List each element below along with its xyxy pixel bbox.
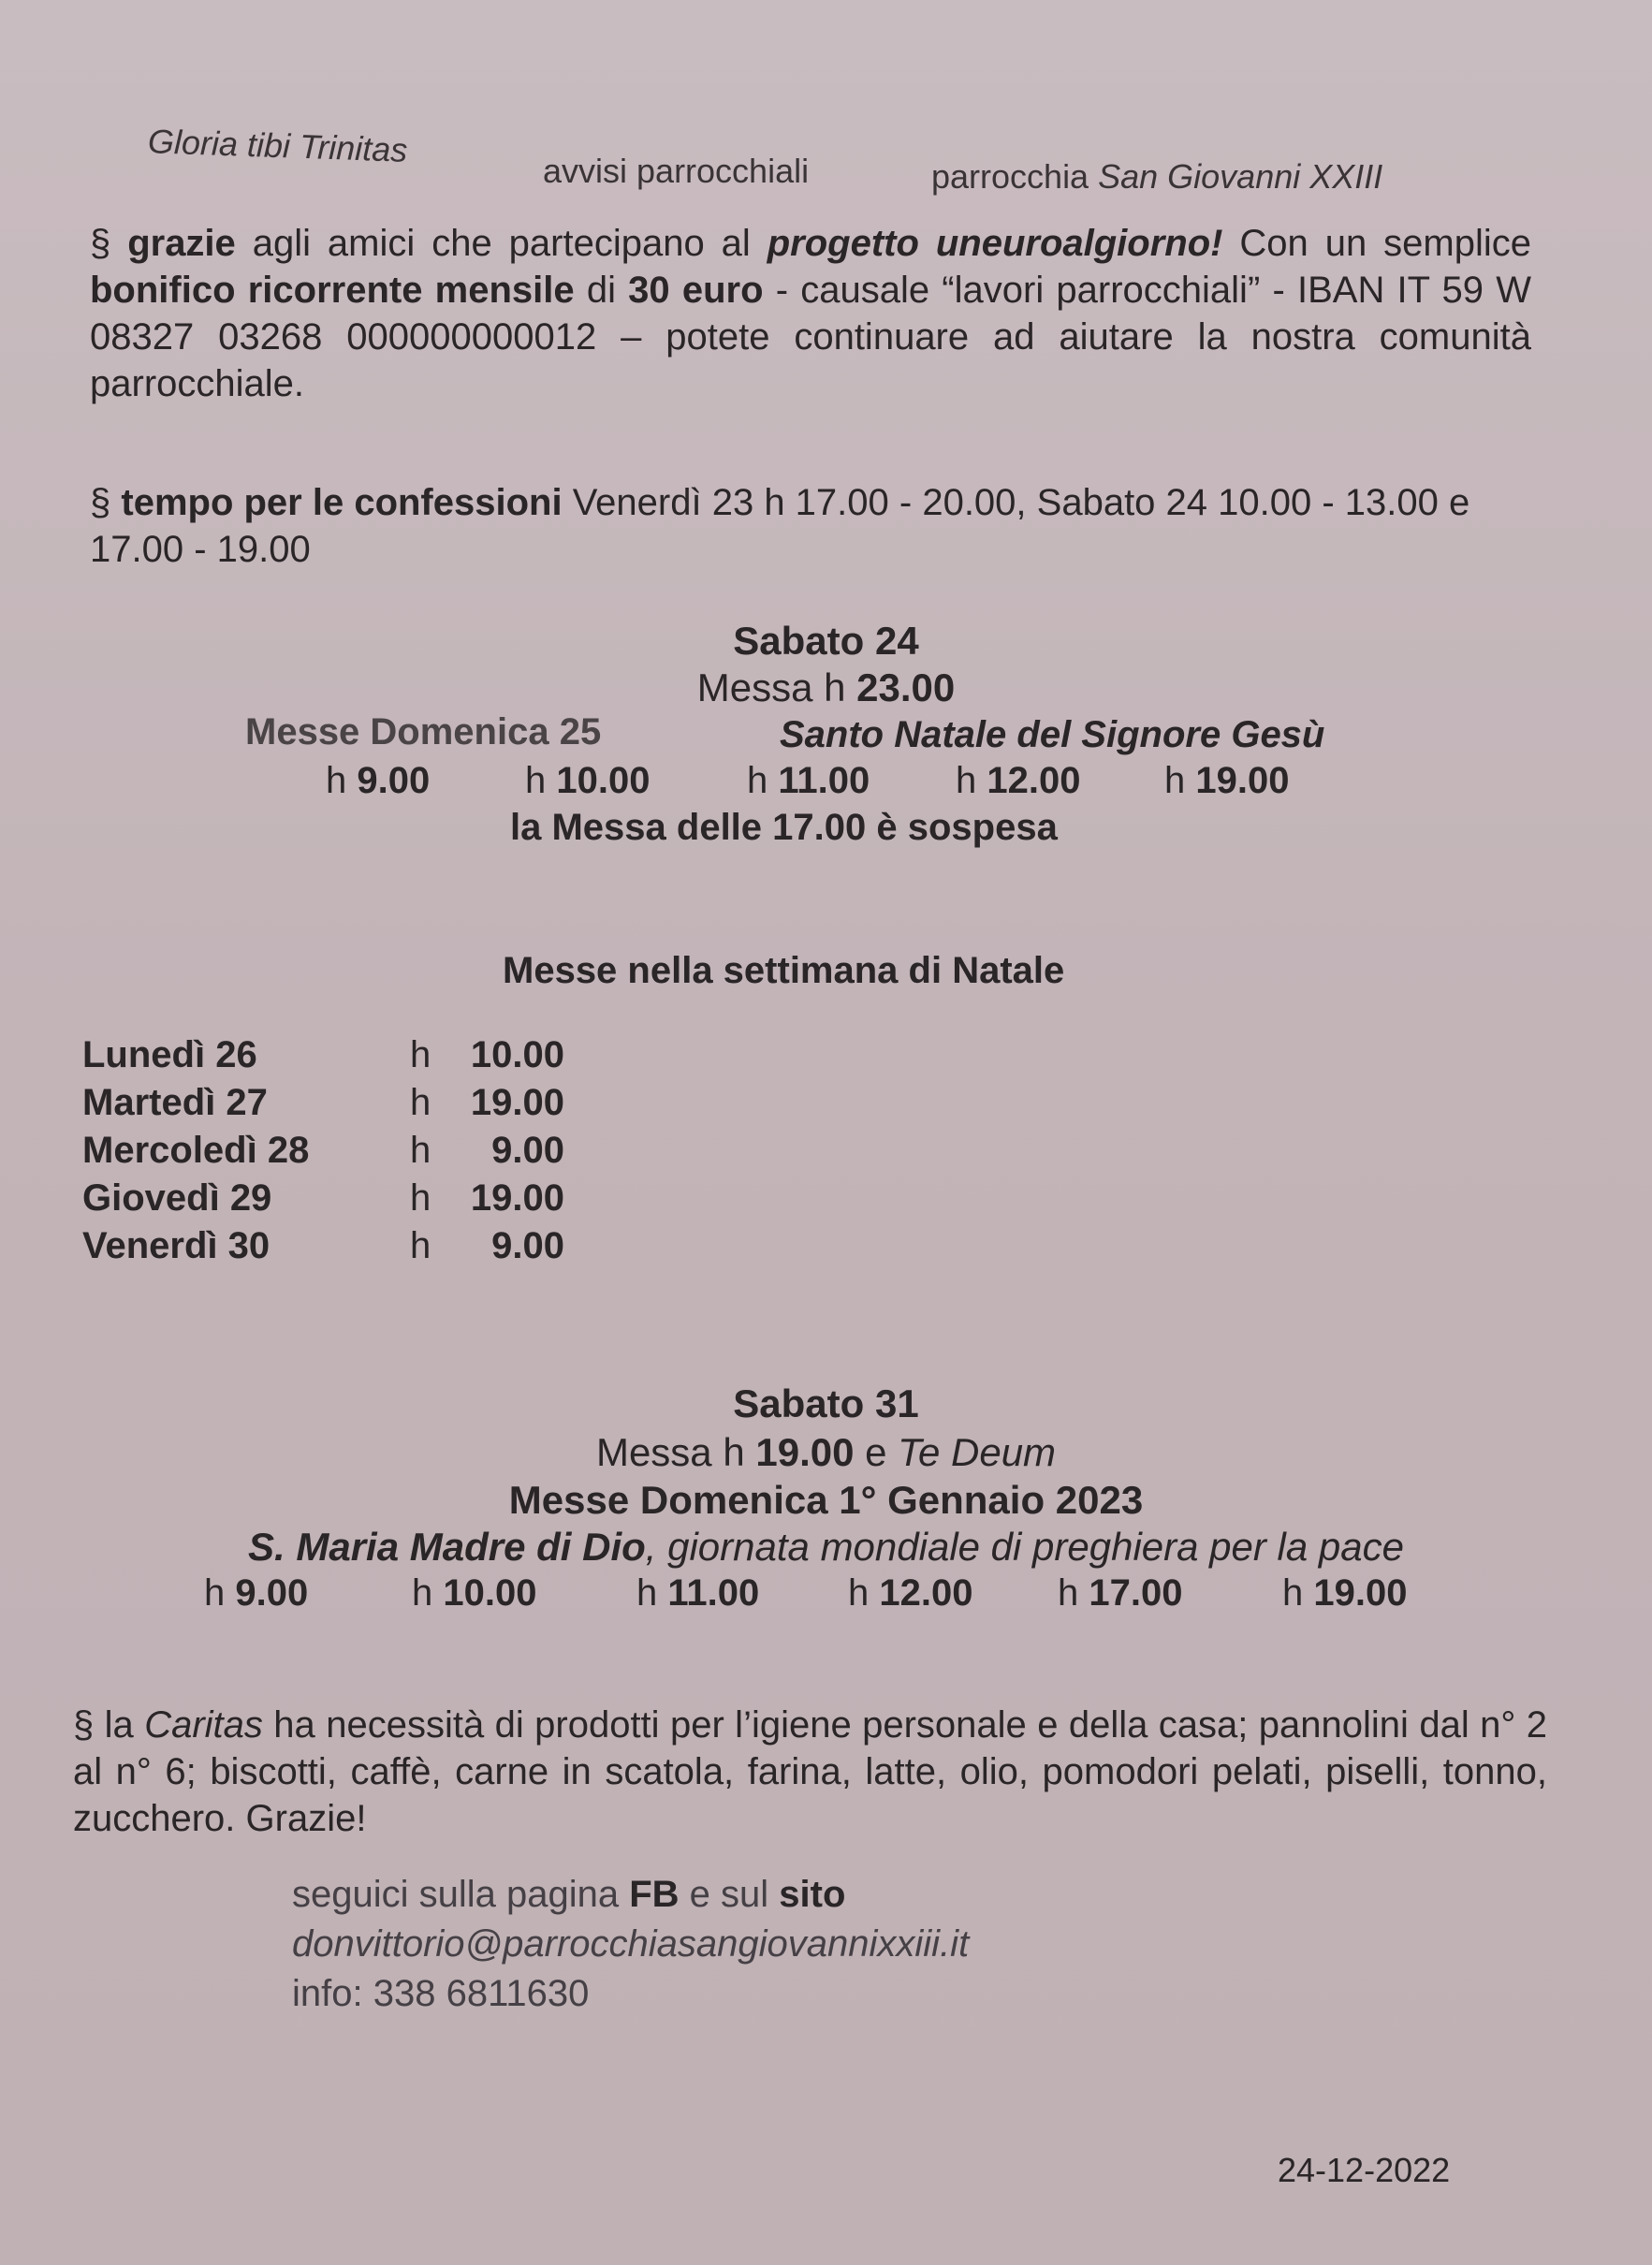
grazie-paragraph: § grazie agli amici che partecipano al progetto uneuroalgiorno! Con un semplice bonifico ricorrente mensile di 30 euro - causale “lavori parrocchiali” - IBAN IT 59 W 08327 03268 000000000012 – potete continuare ad aiutare la nostra comunità parrocchiale. (90, 223, 1531, 404)
caritas-paragraph: § la Caritas ha necessità di prodotti per l’igiene personale e della casa; pannolini dal n° 2 al n° 6; biscotti, caffè, carne in scatola, farina, latte, olio, pomodori pelati, piselli, tonno, zucchero. Grazie! (73, 1704, 1548, 1839)
christmas-vigil-mass: Messa h 23.00 (696, 665, 956, 709)
notice-date: 24-12-2022 (1278, 2151, 1451, 2189)
contact-block (292, 1870, 969, 2019)
christmas-note: la Messa delle 17.00 è sospesa (510, 807, 1058, 848)
week-row: Venerdì 30 h 9.00 (82, 1225, 564, 1266)
contact-email: donvittorio@parrocchiasangiovannixxiii.it (292, 1923, 970, 1965)
mass-time: h 12.00 (956, 760, 1081, 801)
project-name: progetto uneuroalgiorno! (767, 223, 1223, 264)
confessioni-lead: tempo per le confessioni (121, 482, 563, 523)
newyear-domenica: Messe Domenica 1° Gennaio 2023 (508, 1478, 1144, 1522)
week-title: Messe nella settimana di Natale (503, 950, 1065, 991)
christmas-sabato: Sabato 24 (733, 619, 919, 663)
donation-amount: 30 euro (628, 270, 764, 311)
header-title: avvisi parrocchiali (543, 152, 810, 190)
mass-time: h 10.00 (525, 760, 651, 801)
christmas-feast: Santo Natale del Signore Gesù (780, 714, 1325, 755)
header-parish: parrocchia San Giovanni XXIII (931, 157, 1383, 196)
mass-time: h 17.00 (1058, 1572, 1183, 1614)
week-row: Lunedì 26 h 10.00 (82, 1034, 564, 1075)
confessioni-paragraph: § tempo per le confessioni Venerdì 23 h 17.00 - 20.00, Sabato 24 10.00 - 13.00 e 17.00 - 19.00 (90, 482, 1470, 570)
newyear-feast: S. Maria Madre di Dio, giornata mondiale di preghiera per la pace (248, 1525, 1404, 1569)
mass-time: h 9.00 (204, 1572, 309, 1614)
newyear-mass-times (204, 1572, 1407, 1615)
header-motto: Gloria tibi Trinitas (147, 122, 409, 169)
christmas-mass-times (326, 760, 1289, 802)
week-row: Martedì 27 h 19.00 (82, 1082, 564, 1123)
grazie-lead: grazie (127, 223, 236, 264)
week-schedule (82, 1031, 564, 1270)
newyear-mass: Messa h 19.00 e Te Deum (595, 1430, 1057, 1474)
mass-time: h 19.00 (1282, 1572, 1408, 1614)
mass-time: h 10.00 (412, 1572, 537, 1614)
mass-time: h 12.00 (848, 1572, 973, 1614)
contact-phone: info: 338 6811630 (292, 1973, 590, 2014)
social-line: seguici sulla pagina FB e sul sito (292, 1874, 846, 1915)
newyear-sabato: Sabato 31 (733, 1381, 919, 1425)
caritas-name: Caritas (144, 1704, 263, 1746)
christmas-domenica-label: Messe Domenica 25 (245, 711, 602, 753)
mass-time: h 9.00 (326, 760, 431, 801)
mass-time: h 11.00 (747, 760, 870, 801)
week-row: Mercoledì 28 h 9.00 (82, 1130, 564, 1171)
mass-time: h 11.00 (636, 1572, 760, 1614)
mass-time: h 19.00 (1164, 760, 1290, 801)
week-row: Giovedì 29 h 19.00 (82, 1177, 564, 1219)
